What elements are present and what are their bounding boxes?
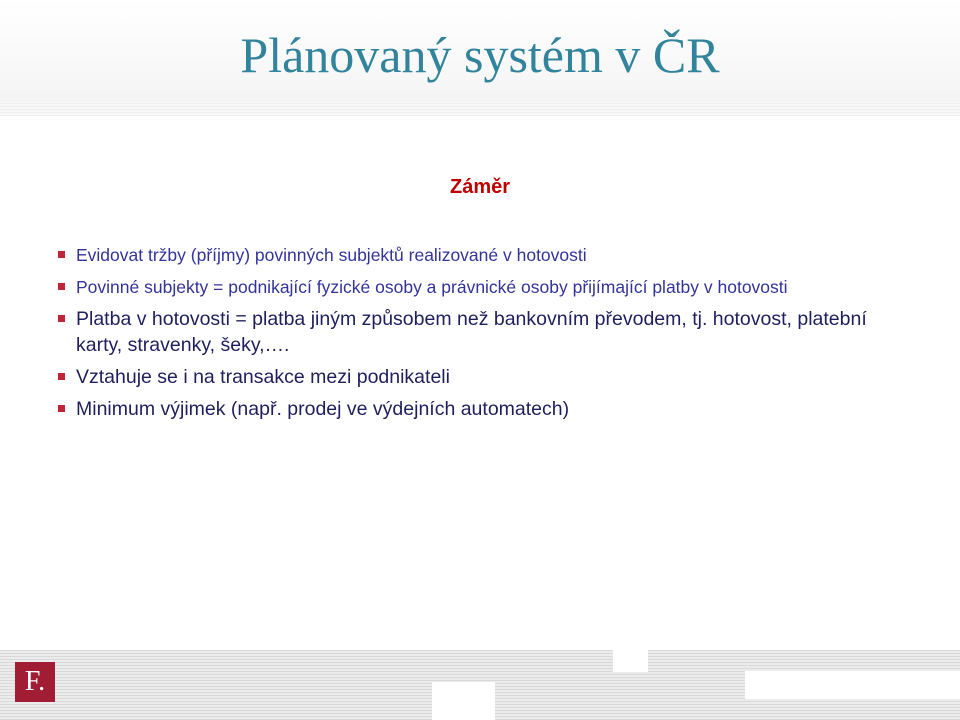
bullet-text: Vztahuje se i na transakce mezi podnikateli <box>76 366 450 388</box>
logo: F. <box>15 662 55 702</box>
slide-subtitle: Záměr <box>449 176 511 198</box>
bullet-item <box>56 306 906 358</box>
title-band-stripes <box>0 102 960 116</box>
footer-block <box>613 648 648 672</box>
bullet-text: Evidovat tržby (příjmy) povinných subjektů realizované v hotovosti <box>76 245 587 265</box>
square-bullet-icon <box>58 373 65 380</box>
bullet-item <box>56 364 906 390</box>
bullet-item <box>56 242 906 268</box>
bullet-list <box>56 242 906 428</box>
footer-block <box>745 671 960 699</box>
footer-block <box>432 682 495 720</box>
bullet-text: Minimum výjimek (např. prodej ve výdejních automatech) <box>76 398 570 420</box>
bullet-text: Platba v hotovosti = platba jiným způsobem než bankovním převodem, tj. hotovost, platební karty, stravenky, šeky,…. <box>76 308 867 356</box>
square-bullet-icon <box>58 405 65 412</box>
square-bullet-icon <box>58 283 65 290</box>
slide-title: Plánovaný systém v ČR <box>240 27 720 83</box>
bullet-item <box>56 396 906 422</box>
bullet-item <box>56 274 906 300</box>
bullet-text: Povinné subjekty = podnikající fyzické osoby a právnické osoby přijímající platby v hotovosti <box>76 277 788 297</box>
square-bullet-icon <box>58 251 65 258</box>
square-bullet-icon <box>58 315 65 322</box>
